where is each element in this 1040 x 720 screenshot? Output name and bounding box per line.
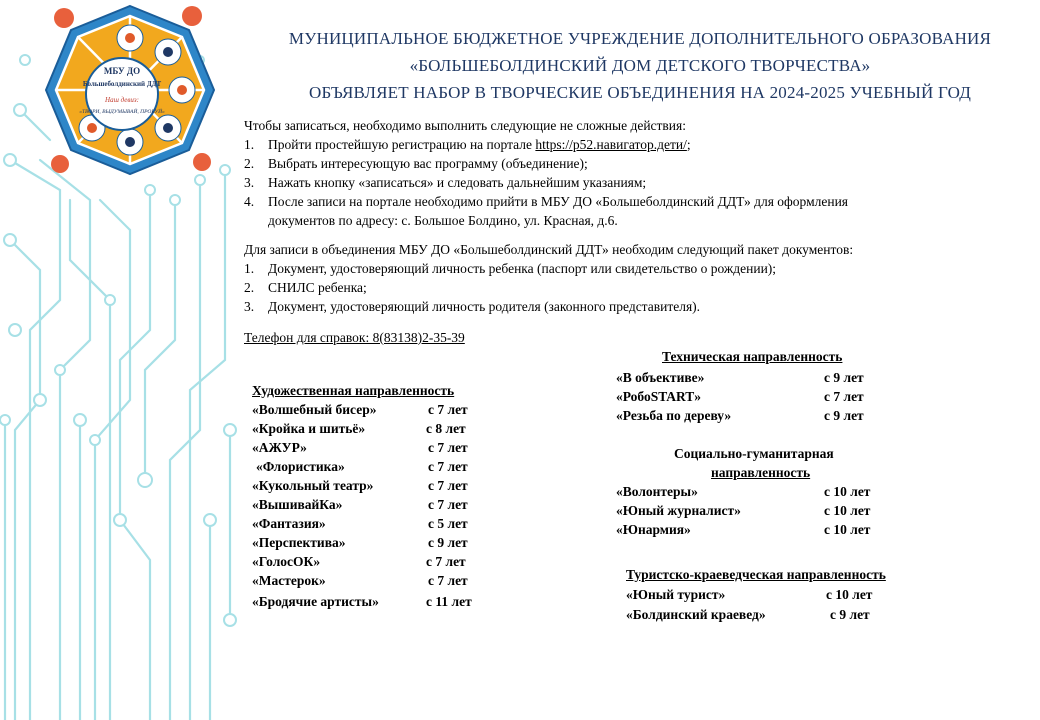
program-age: с 7 лет — [428, 440, 468, 455]
program-name: «Волшебный бисер» — [252, 402, 377, 417]
program-name: «Волонтеры» — [616, 484, 698, 499]
program-age: с 9 лет — [824, 370, 864, 385]
logo-org-short: МБУ ДО — [103, 66, 141, 76]
header-line-3: ОБЪЯВЛЯЕТ НАБОР В ТВОРЧЕСКИЕ ОБЪЕДИНЕНИЯ НА 2024-2025 УЧЕБНЫЙ ГОД — [309, 83, 971, 102]
program-name: «Юный журналист» — [616, 503, 741, 518]
art-section-title: Художественная направленность — [252, 383, 455, 398]
doc-1-text: Документ, удостоверяющий личность ребенка (паспорт или свидетельство о рождении); — [268, 261, 777, 276]
phone-info: Телефон для справок: 8(83138)2-35-39 — [244, 330, 465, 345]
logo-org-name: Большеболдинский ДДТ — [82, 80, 162, 88]
step-2-text: Выбрать интересующую вас программу (объединение); — [268, 156, 588, 171]
social-section-title-2: направленность — [711, 465, 811, 480]
doc-2-num: 2. — [244, 280, 255, 295]
step-2 — [244, 154, 588, 173]
portal-link[interactable]: https://p52.навигатор.дети/ — [535, 137, 687, 152]
program-name: «ГолосОК» — [252, 554, 321, 569]
doc-3 — [244, 297, 700, 316]
doc-2 — [244, 278, 367, 297]
program-age: с 10 лет — [824, 484, 871, 499]
program-name: «АЖУР» — [252, 440, 307, 455]
program-age: с 11 лет — [426, 594, 472, 609]
program-age: с 9 лет — [830, 607, 870, 622]
program-age: с 9 лет — [428, 535, 468, 550]
doc-2-text: СНИЛС ребенка; — [268, 280, 367, 295]
program-age: с 7 лет — [428, 573, 468, 588]
program-name: «РобоSTART» — [616, 389, 702, 404]
program-age: с 10 лет — [824, 503, 871, 518]
step-1-tail: ; — [686, 137, 691, 152]
program-age: с 7 лет — [428, 497, 468, 512]
header-line-2: «БОЛЬШЕБОЛДИНСКИЙ ДОМ ДЕТСКОГО ТВОРЧЕСТВА» — [409, 56, 871, 75]
program-name: «Кройка и шитьё» — [252, 421, 366, 436]
program-age: с 7 лет — [428, 478, 468, 493]
steps-intro: Чтобы записаться, необходимо выполнить следующие не сложные действия: — [244, 118, 686, 133]
doc-3-text: Документ, удостоверяющий личность родителя (законного представителя). — [268, 299, 701, 314]
logo-motto-heading: Наш девиз: — [105, 96, 139, 104]
program-age: с 10 лет — [826, 587, 873, 602]
program-name: «Флористика» — [256, 459, 345, 474]
program-name: «Бродячие артисты» — [252, 594, 379, 609]
program-age: с 7 лет — [428, 459, 468, 474]
step-4-text: После записи на портале необходимо прийти в МБУ ДО «Большеболдинский ДДТ» для оформления — [268, 194, 849, 209]
program-name: «Фантазия» — [252, 516, 326, 531]
step-3-num: 3. — [244, 175, 255, 190]
program-name: «Болдинский краевед» — [626, 607, 766, 622]
logo-motto: «ТВОРИ, ВЫДУМЫВАЙ, ПРОБУЙ» — [79, 109, 165, 115]
header-line-1: МУНИЦИПАЛЬНОЕ БЮДЖЕТНОЕ УЧРЕЖДЕНИЕ ДОПОЛНИТЕЛЬНОГО ОБРАЗОВАНИЯ — [288, 29, 992, 48]
program-name: «Мастерок» — [252, 573, 326, 588]
step-4 — [244, 192, 848, 211]
program-name: «Перспектива» — [252, 535, 346, 550]
tech-section-title: Техническая направленность — [662, 349, 843, 364]
program-age: с 8 лет — [426, 421, 466, 436]
program-name: «Резьба по дереву» — [616, 408, 732, 423]
step-4-num: 4. — [244, 194, 255, 209]
program-name: «ВышивайКа» — [252, 497, 343, 512]
step-3-text: Нажать кнопку «записаться» и следовать дальнейшим указаниям; — [268, 175, 647, 190]
doc-1 — [244, 259, 776, 278]
program-age: с 7 лет — [426, 554, 466, 569]
social-section-title-1: Социально-гуманитарная — [674, 446, 834, 461]
program-name: «Кукольный театр» — [252, 478, 374, 493]
step-1 — [244, 135, 691, 154]
program-age: с 5 лет — [428, 516, 468, 531]
tourism-section-title: Туристско-краеведческая направленность — [626, 567, 886, 582]
doc-3-num: 3. — [244, 299, 255, 314]
step-4-text-continued: документов по адресу: с. Большое Болдино, ул. Красная, д.6. — [268, 213, 618, 228]
docs-intro: Для записи в объединения МБУ ДО «Большеболдинский ДДТ» необходим следующий пакет документов: — [244, 242, 854, 257]
organization-logo — [42, 2, 218, 178]
step-1-text: Пройти простейшую регистрацию на портале — [268, 137, 536, 152]
step-3 — [244, 173, 646, 192]
program-name: «В объективе» — [616, 370, 705, 385]
program-name: «Юный турист» — [626, 587, 726, 602]
program-age: с 9 лет — [824, 408, 864, 423]
doc-1-num: 1. — [244, 261, 255, 276]
logo-emblem — [42, 2, 218, 178]
step-2-num: 2. — [244, 156, 255, 171]
step-1-num: 1. — [244, 137, 255, 152]
program-age: с 7 лет — [428, 402, 468, 417]
program-name: «Юнармия» — [616, 522, 691, 537]
program-age: с 7 лет — [824, 389, 864, 404]
program-age: с 10 лет — [824, 522, 871, 537]
